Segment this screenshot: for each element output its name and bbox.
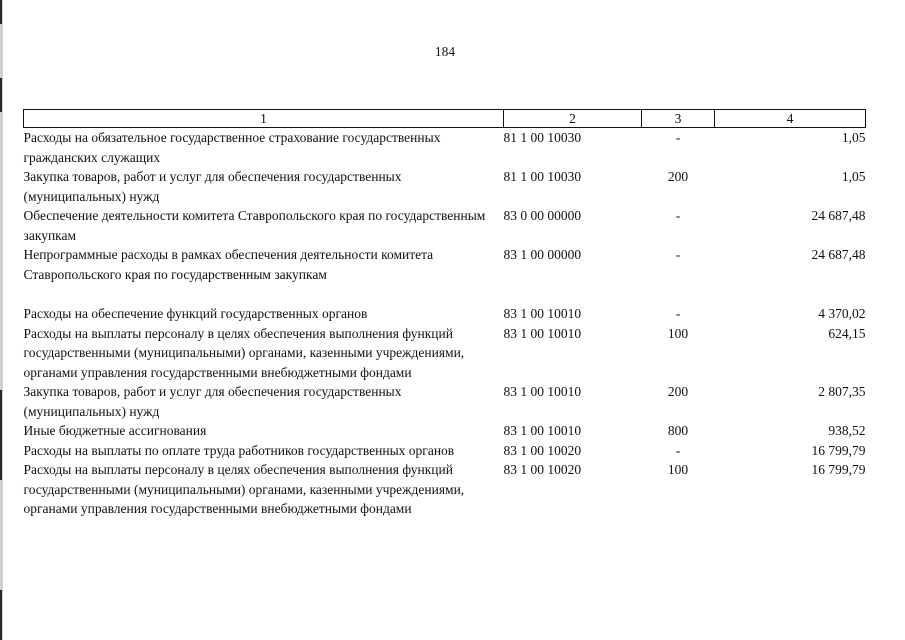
row-type: 800 [667, 423, 689, 438]
row-type: 100 [667, 325, 689, 341]
table-row [24, 324, 866, 383]
row-code: 81 1 00 10030 [503, 130, 582, 145]
table-row [24, 245, 866, 284]
row-amount: 16 799,79 [811, 462, 866, 477]
column-header-amount: 4 [715, 110, 866, 128]
column-header-type: 3 [642, 110, 715, 128]
row-amount: 24 687,48 [811, 208, 866, 223]
row-name: Расходы на обязательное государственное страхование государственных гражданских служащих [23, 130, 441, 165]
row-name: Обеспечение деятельности комитета Ставропольского края по государственным закупкам [23, 208, 486, 243]
row-code: 83 1 00 10010 [503, 325, 582, 341]
row-name: Расходы на выплаты персоналу в целях обеспечения выполнения функций государственными (муниципальными) органами, казенными учреждениями, органами управления государственными внебюджетными фондами [23, 325, 465, 380]
table-row [24, 441, 866, 461]
row-type: - [675, 208, 681, 223]
row-code: 81 1 00 10030 [503, 169, 582, 184]
row-type: - [675, 247, 681, 262]
row-name: Расходы на обеспечение функций государственных органов [23, 306, 368, 321]
row-name: Иные бюджетные ассигнования [23, 423, 207, 438]
row-amount: 1,05 [841, 130, 866, 145]
column-header-name: 1 [24, 110, 504, 128]
scan-edge-mark [0, 390, 2, 480]
table-row [24, 206, 866, 245]
row-amount: 624,15 [828, 325, 866, 341]
row-amount: 2 807,35 [818, 384, 866, 399]
table-row [24, 460, 866, 519]
table-row [24, 128, 866, 168]
row-code: 83 1 00 10010 [503, 423, 582, 438]
row-amount: 4 370,02 [818, 306, 866, 321]
row-amount: 1,05 [841, 169, 866, 184]
table-row [24, 382, 866, 421]
scan-edge-mark [0, 590, 2, 640]
row-name: Закупка товаров, работ и услуг для обеспечения государственных (муниципальных) нужд [23, 384, 402, 419]
row-name: Закупка товаров, работ и услуг для обеспечения государственных (муниципальных) нужд [23, 169, 402, 204]
row-code: 83 1 00 00000 [503, 247, 582, 262]
row-type: 200 [667, 384, 689, 399]
row-type: - [675, 306, 681, 321]
scan-edge-mark [0, 0, 2, 24]
row-code: 83 0 00 00000 [503, 208, 582, 223]
row-code: 83 1 00 10010 [503, 384, 582, 399]
spacer-row [24, 284, 866, 304]
row-type: 200 [667, 169, 689, 184]
row-amount: 24 687,48 [811, 247, 866, 262]
row-name: Расходы на выплаты персоналу в целях обеспечения выполнения функций государственными (муниципальными) органами, казенными учреждениями, органами управления государственными внебюджетными фондами [23, 462, 465, 516]
column-header-code: 2 [504, 110, 642, 128]
scan-edge-mark [0, 78, 2, 112]
row-amount: 16 799,79 [811, 442, 866, 458]
row-amount: 938,52 [828, 423, 866, 438]
row-name: Расходы на выплаты по оплате труда работников государственных органов [23, 442, 455, 458]
row-type: - [675, 442, 681, 458]
row-code: 83 1 00 10010 [503, 306, 582, 321]
row-code: 83 1 00 10020 [503, 462, 582, 477]
header-row [24, 110, 866, 128]
table-row [24, 167, 866, 206]
budget-table [23, 109, 866, 519]
row-code: 83 1 00 10020 [503, 442, 582, 458]
row-type: - [675, 130, 681, 145]
row-type: 100 [667, 462, 689, 477]
table-row [24, 421, 866, 441]
row-name: Непрограммные расходы в рамках обеспечения деятельности комитета Ставропольского края по государственным закупкам [23, 247, 434, 282]
page-number: 184 [434, 44, 456, 59]
table-row [24, 304, 866, 324]
